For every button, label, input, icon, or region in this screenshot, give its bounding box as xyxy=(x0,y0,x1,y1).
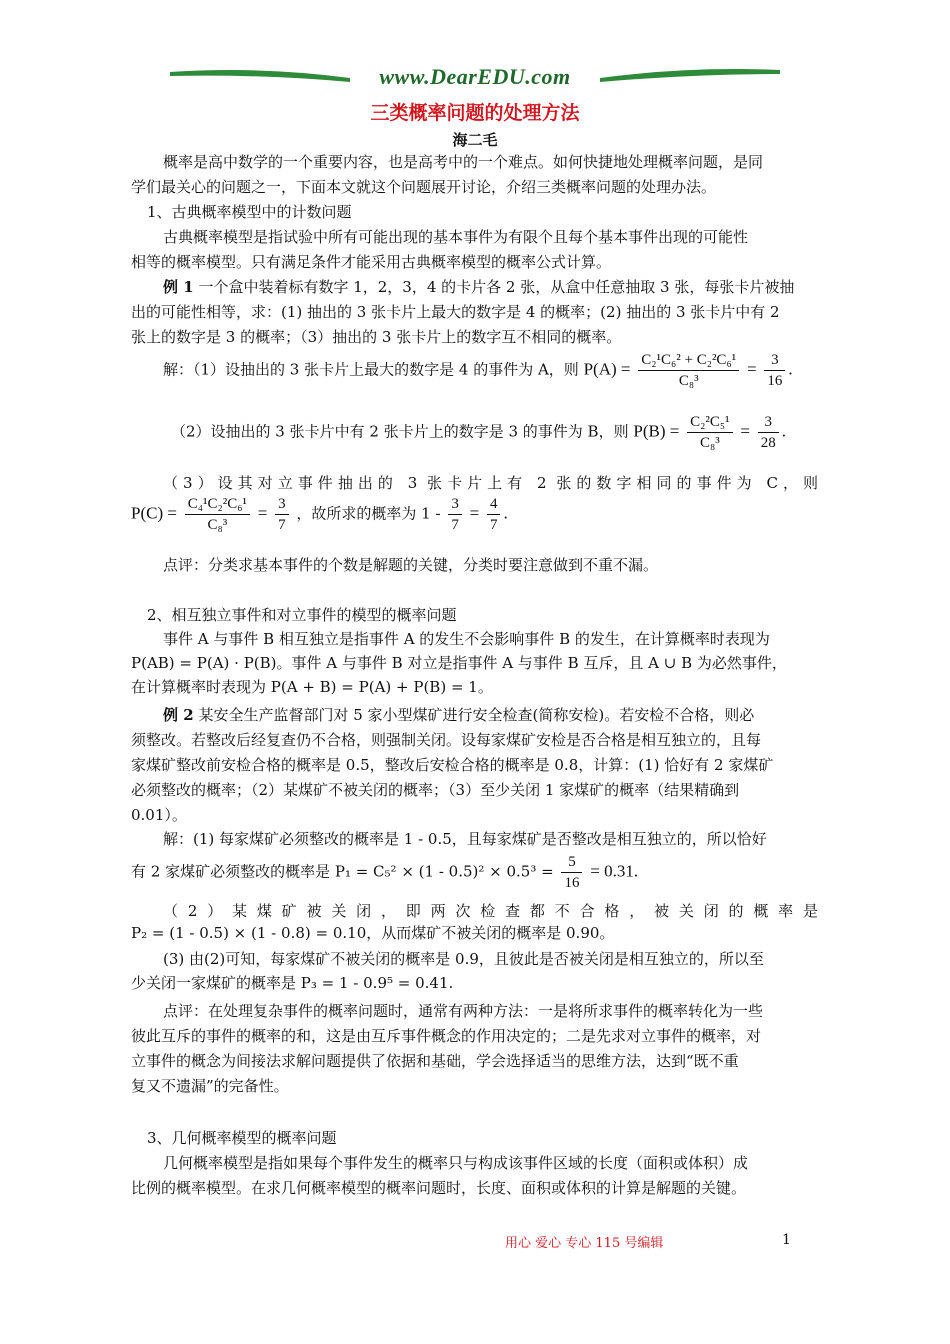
example-line xyxy=(163,276,794,298)
formula-lhs: P(A) = xyxy=(583,359,631,379)
solution-line: 解：(1) 每家煤矿必须整改的概率是 1 - 0.5，且每家煤矿是否整改是相互独立的，所以恰好 xyxy=(163,830,767,848)
solution-line: 少关闭一家煤矿的概率是 P₃ = 1 - 0.9⁵ = 0.41. xyxy=(131,974,454,992)
fraction xyxy=(561,852,582,893)
example-text: 一个盒中装着标有数字 1，2，3，4 的卡片各 2 张，从盒中任意抽取 3 张，每张卡片被抽 xyxy=(198,278,795,296)
solution-line: （2）设抽出的 3 张卡片中有 2 张卡片上的数字是 3 的事件为 B，则 P(B) = $\frac{\text{C₂²C₅¹}}{\text{C₈³}}$ = $\frac{3}{28}$ . xyxy=(171,414,786,451)
solution-text: 解：（1）设抽出的 3 张卡片上最大的数字是 4 的事件为 A，则 xyxy=(163,360,579,379)
section-heading: 2、相互独立事件和对立事件的模型的概率问题 xyxy=(147,606,457,624)
numerator: 3 xyxy=(275,494,289,515)
numerator: 5 xyxy=(561,852,582,873)
comment-line: 彼此互斥的事件的概率的和，这是由互斥事件概念的作用决定的；二是先求对立事件的概率，对 xyxy=(131,1027,762,1045)
numerator: C₂¹C₆² + C₂²C₆¹ xyxy=(638,350,739,371)
solution-line xyxy=(131,852,638,893)
fraction xyxy=(687,412,732,453)
denominator: C₈³ xyxy=(699,435,720,451)
solution-line: P₂ = (1 - 0.5) × (1 - 0.8) = 0.10，从而煤矿不被关闭的概率是 0.90。 xyxy=(131,924,615,942)
denominator: 7 xyxy=(451,517,459,533)
paragraph-line: 相等的概率模型。只有满足条件才能采用古典概率模型的概率公式计算。 xyxy=(131,253,612,271)
denominator: 16 xyxy=(564,875,580,891)
solution-line: （3）设其对立事件抽出的 3 张卡片上有 2 张的数字相同的事件为 C，则 xyxy=(163,474,818,492)
example-line: 须整改。若整改后经复查仍不合格，则强制关闭。设每家煤矿安检是否合格是相互独立的，且每 xyxy=(131,731,762,749)
denominator: 7 xyxy=(278,517,286,533)
example-line: 张上的数字是 3 的概率；（3）抽出的 3 张卡片上的数字互不相同的概率。 xyxy=(131,328,622,346)
page-number: 1 xyxy=(782,1232,791,1248)
example-label: 例 2 xyxy=(163,706,194,724)
footer-slogan: 用心 爱心 专心 115 号编辑 xyxy=(505,1236,664,1251)
example-label: 例 1 xyxy=(163,278,194,296)
paragraph-line: 几何概率模型是指如果每个事件发生的概率只与构成该事件区域的长度（面积或体积）成 xyxy=(163,1154,749,1172)
fraction xyxy=(448,494,462,535)
comment-line: 复又不遗漏”的完备性。 xyxy=(131,1077,289,1095)
solution-text: （2）设抽出的 3 张卡片中有 2 张卡片上的数字是 3 的事件为 B，则 xyxy=(171,422,629,441)
numerator: C₄¹C₂²C₆¹ xyxy=(185,494,250,515)
site-banner xyxy=(170,62,780,102)
intro-line: 学们最关心的问题之一，下面本文就这个问题展开讨论，介绍三类概率问题的处理办法。 xyxy=(131,178,717,196)
site-name[interactable]: www.DearEDU.com xyxy=(379,64,571,89)
denominator: C₈³ xyxy=(207,517,228,533)
example-line: 出的可能性相等，求：(1) 抽出的 3 张卡片上最大的数字是 4 的概率；(2) 抽出的 3 张卡片中有 2 xyxy=(131,303,780,321)
comment-line: 立事件的概念为间接法求解问题提供了依据和基础，学会选择适当的思维方法，达到“既不重 xyxy=(131,1052,739,1070)
author: 海二毛 xyxy=(452,131,498,149)
solution-text: ，故所求的概率为 1 - xyxy=(296,504,441,523)
solution-text: 有 2 家煤矿必须整改的概率是 P₁ = C₅² × (1 - 0.5)² × 0.5³ = xyxy=(131,862,554,881)
paragraph-line: P(AB) = P(A) · P(B)。事件 A 与事件 B 对立是指事件 A 与事件 B 互斥，且 A ∪ B 为必然事件， xyxy=(131,654,787,672)
fraction xyxy=(638,350,739,391)
fraction xyxy=(487,494,501,535)
numerator: 3 xyxy=(448,494,462,515)
solution-text: = 0.31. xyxy=(590,861,639,881)
numerator: 3 xyxy=(764,350,785,371)
example-line: 0.01）。 xyxy=(131,806,187,824)
intro-line: 概率是高中数学的一个重要内容，也是高考中的一个难点。如何快捷地处理概率问题，是同 xyxy=(163,153,764,171)
solution-line: 解：（1）设抽出的 3 张卡片上最大的数字是 4 的事件为 A，则 P(A) = $\frac{\text{C₂¹C₆² + C₂²C₆¹}}{\text{C₈³}}$ = $\frac{3}{16}$ . xyxy=(163,352,793,389)
denominator: C₈³ xyxy=(678,373,699,389)
denominator: 7 xyxy=(489,517,498,533)
section-heading: 3、几何概率模型的概率问题 xyxy=(147,1129,337,1147)
solution-line: P(C) = $\frac{\text{C₄¹C₂²C₆¹}}{\text{C₈³}}$ = $\frac{3}{7}$ ，故所求的概率为 1 - $\frac{3}{7}$ = $\frac{4}{7}$ . xyxy=(131,496,508,533)
fraction xyxy=(764,350,785,391)
numerator: 4 xyxy=(487,494,501,515)
numerator: C₂²C₅¹ xyxy=(687,412,732,433)
example-text: 某安全生产监督部门对 5 家小型煤矿进行安全检查(简称安检)。若安检不合格，则必 xyxy=(198,706,755,724)
example-line: 家煤矿整改前安检合格的概率是 0.5，整改后安检合格的概率是 0.8，计算：(1) 恰好有 2 家煤矿 xyxy=(131,756,774,774)
denominator: 16 xyxy=(767,373,783,389)
comment-line: 点评：分类求基本事件的个数是解题的关键，分类时要注意做到不重不漏。 xyxy=(163,556,659,574)
formula-lhs: P(B) = xyxy=(633,421,680,441)
section-heading: 1、古典概率模型中的计数问题 xyxy=(147,203,352,221)
example-line xyxy=(163,704,754,726)
paragraph-line: 事件 A 与事件 B 相互独立是指事件 A 的发生不会影响事件 B 的发生，在计算概率时表现为 xyxy=(163,630,770,648)
paragraph-line: 比例的概率模型。在求几何概率模型的概率问题时，长度、面积或体积的计算是解题的关键。 xyxy=(131,1179,747,1197)
fraction xyxy=(758,412,779,453)
paragraph-line: 古典概率模型是指试验中所有可能出现的基本事件为有限个且每个基本事件出现的可能性 xyxy=(163,228,749,246)
numerator: 3 xyxy=(758,412,779,433)
example-line: 必须整改的概率；（2）某煤矿不被关闭的概率；（3）至少关闭 1 家煤矿的概率（结果精确到 xyxy=(131,781,740,799)
fraction xyxy=(275,494,289,535)
paragraph-line: 在计算概率时表现为 P(A + B) = P(A) + P(B) = 1。 xyxy=(131,678,493,696)
solution-line: (3) 由(2)可知，每家煤矿不被关闭的概率是 0.9，且彼此是否被关闭是相互独立的，所以至 xyxy=(163,950,764,968)
article-title: 三类概率问题的处理方法 xyxy=(370,102,580,124)
denominator: 28 xyxy=(760,435,776,451)
formula-lhs: P(C) = xyxy=(131,503,177,523)
fraction xyxy=(185,494,250,535)
solution-line: （2）某煤矿被关闭，即两次检查都不合格，被关闭的概率是 xyxy=(163,902,818,920)
comment-line: 点评：在处理复杂事件的概率问题时，通常有两种方法：一是将所求事件的概率转化为一些 xyxy=(163,1002,764,1020)
